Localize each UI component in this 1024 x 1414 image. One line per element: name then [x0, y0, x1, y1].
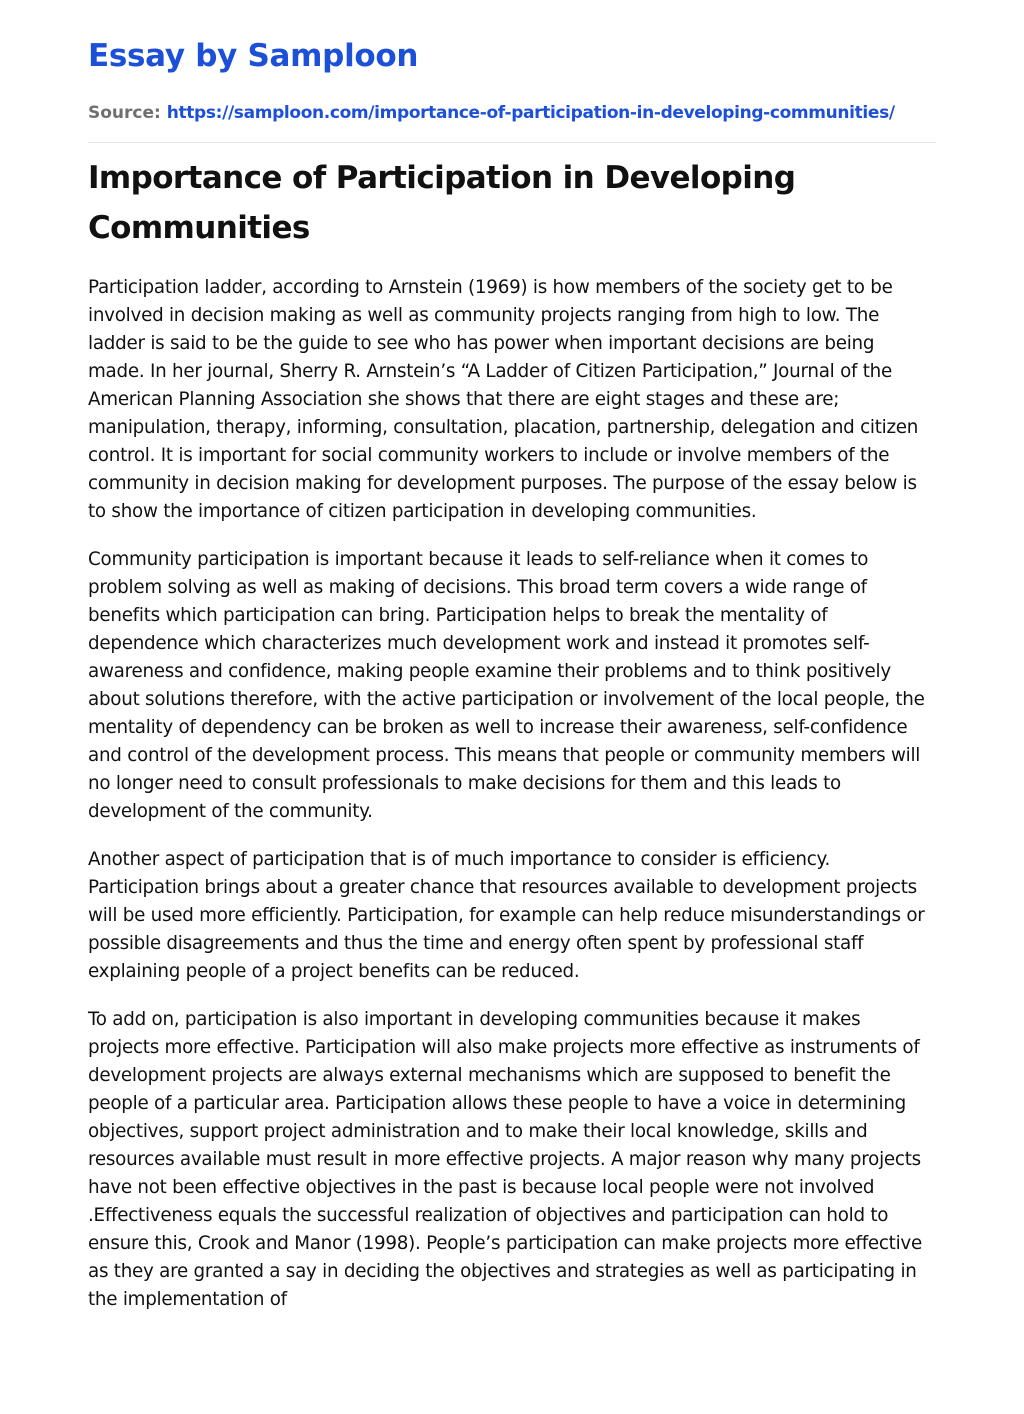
essay-paragraph: Participation ladder, according to Arnstein (1969) is how members of the society get to be involved in decision making as well as community projects ranging from high to low. The ladder is said to be the guide to see who has power when important decisions are being made. In her journal, Sherry R. Arnstein’s “A Ladder of Citizen Participation,” Journal of the American Planning Association she shows that there are eight stages and these are; manipulation, therapy, informing, consultation, placation, partnership, delegation and citizen control. It is important for social community workers to include or involve members of the community in decision making for development purposes. The purpose of the essay below is to show the importance of citizen participation in developing communities. [88, 277, 919, 522]
essay-title: Importance of Participation in Developing Communities [88, 160, 796, 246]
source-label: Source: [88, 103, 161, 123]
site-brand-title[interactable]: Essay by Samploon [88, 38, 419, 74]
essay-paragraph: To add on, participation is also important in developing communities because it makes projects more effective. Participation will also make projects more effective as instruments of development projects are always external mechanisms which are supposed to benefit the people of a particular area. Participation allows these people to have a voice in determining objectives, support project administration and to make their local knowledge, skills and resources available must result in more effective projects. A major reason why many projects have not been effective objectives in the past is because local people were not involved .Effectiveness equals the successful realization of objectives and participation can hold to ensure this, Crook and Manor (1998). People’s participation can make projects more effective as they are granted a say in deciding the objectives and strategies as well as participating in the implementation of [88, 1009, 922, 1310]
source-link[interactable]: https://samploon.com/importance-of-participation-in-developing-communities/ [166, 103, 895, 123]
source-line [88, 101, 936, 125]
header-divider [88, 142, 936, 143]
essay-body [88, 274, 936, 1314]
essay-paragraph: Community participation is important because it leads to self-reliance when it comes to problem solving as well as making of decisions. This broad term covers a wide range of benefits which participation can bring. Participation helps to break the mentality of dependence which characterizes much development work and instead it promotes self-awareness and confidence, making people examine their problems and to think positively about solutions therefore, with the active participation or involvement of the local people, the mentality of dependency can be broken as well to increase their awareness, self-confidence and control of the development process. This means that people or community members will no longer need to consult professionals to make decisions for them and this leads to development of the community. [88, 549, 925, 822]
essay-paragraph: Another aspect of participation that is of much importance to consider is efficiency. Participation brings about a greater chance that resources available to development projects will be used more efficiently. Participation, for example can help reduce misunderstandings or possible disagreements and thus the time and energy often spent by professional staff explaining people of a project benefits can be reduced. [88, 849, 925, 982]
essay-page [88, 0, 936, 1334]
